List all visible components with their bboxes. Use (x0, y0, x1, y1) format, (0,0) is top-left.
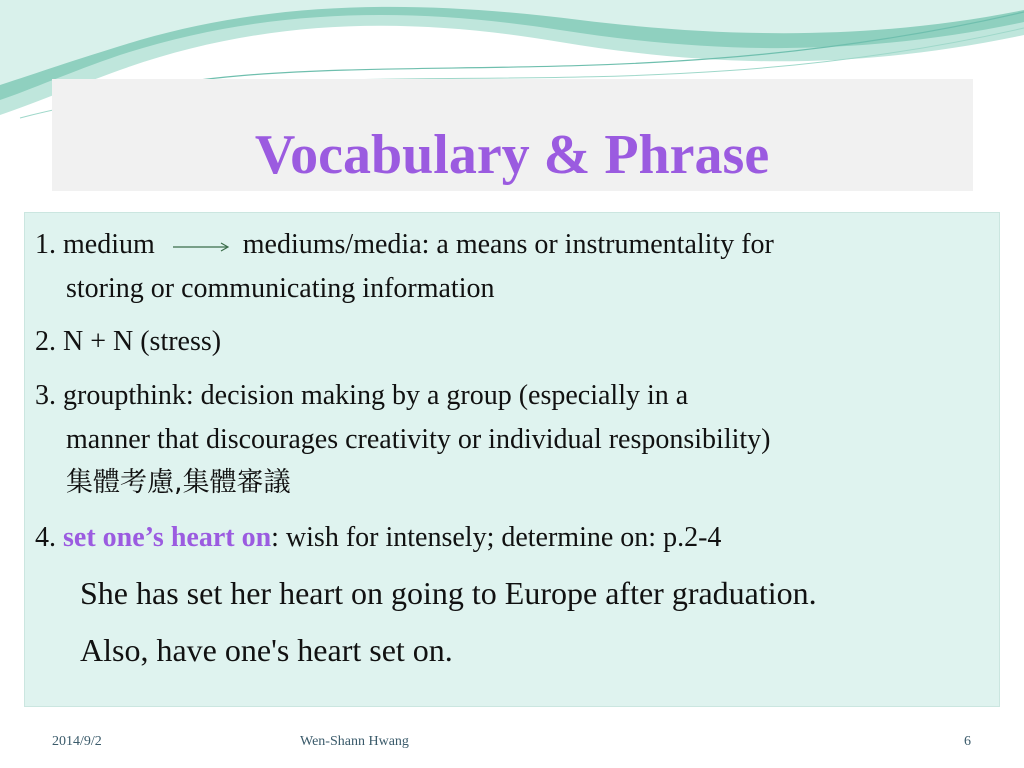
footer-author: Wen-Shann Hwang (300, 734, 409, 749)
item-3-line-1: 3. groupthink: decision making by a group (especially in a (35, 380, 689, 411)
item-4-number: 4. (35, 522, 63, 553)
item-4 (35, 521, 721, 555)
slide-title: Vocabulary & Phrase (254, 124, 770, 186)
item-1-continuation: storing or communicating information (66, 273, 495, 304)
item-1-term: medium (63, 229, 155, 260)
item-1 (35, 228, 774, 262)
arrow-right-icon (173, 241, 231, 253)
item-2: 2. N + N (stress) (35, 326, 222, 357)
item-3-line-2: manner that discourages creativity or individual responsibility) (66, 424, 771, 455)
item-1-definition: mediums/media: a means or instrumentality for (242, 229, 774, 260)
item-3-chinese: 集體考慮,集體審議 (66, 467, 291, 498)
example-sentence-2: Also, have one's heart set on. (80, 632, 453, 668)
item-4-definition: : wish for intensely; determine on: p.2-4 (271, 522, 722, 553)
item-1-number: 1. (35, 229, 63, 260)
example-sentence-1: She has set her heart on going to Europe after graduation. (80, 575, 817, 611)
footer-date: 2014/9/2 (52, 734, 102, 749)
item-4-phrase: set one’s heart on (63, 522, 272, 553)
footer-page-number: 6 (964, 734, 971, 749)
